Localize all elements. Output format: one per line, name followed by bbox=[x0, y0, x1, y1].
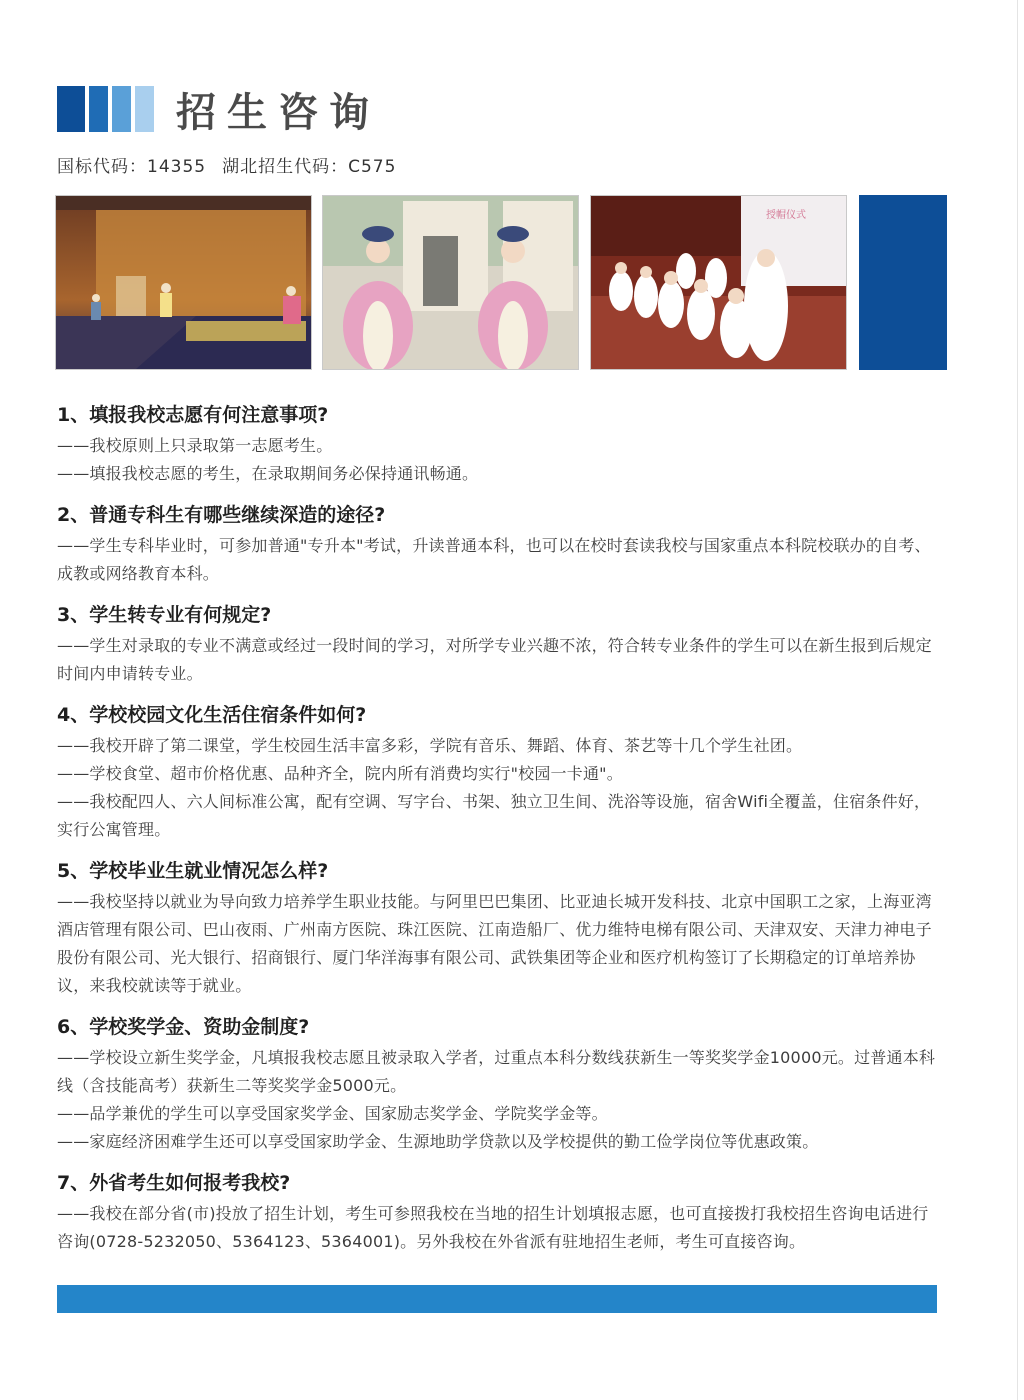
opera-costume-photo bbox=[322, 195, 579, 370]
faq-answer: ——家庭经济困难学生还可以享受国家助学金、生源地助学贷款以及学校提供的勤工俭学岗位等优惠政策。 bbox=[57, 1132, 819, 1151]
accent-block bbox=[859, 195, 947, 370]
photo-strip bbox=[55, 195, 947, 370]
decor-bar-4 bbox=[135, 86, 154, 132]
page-header bbox=[57, 83, 380, 135]
faq-answer: ——我校开辟了第二课堂，学生校园生活丰富多彩，学院有音乐、舞蹈、体育、茶艺等十几个学生社团。 bbox=[57, 736, 803, 755]
faq-item-3 bbox=[57, 602, 942, 688]
faq-answer: ——学生对录取的专业不满意或经过一段时间的学习，对所学专业兴趣不浓，符合转专业条件的学生可以在新生报到后规定时间内申请转专业。 bbox=[57, 636, 932, 683]
faq-answer: ——我校坚持以就业为导向致力培养学生职业技能。与阿里巴巴集团、比亚迪长城开发科技、北京中国职工之家，上海亚湾酒店管理有限公司、巴山夜雨、广州南方医院、珠江医院、江南造船厂、优力维特电梯有限公司、天津双安、天津力神电子股份有限公司、光大银行、招商银行、厦门华洋海事有限公司、武铁集团等企业和医疗机构签订了长期稳定的订单培养协议，来我校就读等于就业。 bbox=[57, 892, 932, 995]
faq-item-1 bbox=[57, 402, 942, 488]
faq-question: 7、外省考生如何报考我校? bbox=[57, 1172, 291, 1194]
footer-bar bbox=[57, 1285, 937, 1313]
decor-bar-2 bbox=[89, 86, 108, 132]
stage-performance-photo bbox=[55, 195, 312, 370]
faq-question: 6、学校奖学金、资助金制度? bbox=[57, 1016, 310, 1038]
faq-item-5 bbox=[57, 858, 942, 1000]
hubei-code: 湖北招生代码：C575 bbox=[222, 157, 397, 177]
title-decoration-bars bbox=[57, 86, 154, 132]
faq-item-4 bbox=[57, 702, 942, 844]
faq-answer: ——品学兼优的学生可以享受国家奖学金、国家励志奖学金、学院奖学金等。 bbox=[57, 1104, 608, 1123]
faq-item-2 bbox=[57, 502, 942, 588]
ceremony-sign-text: 授帽仪式 bbox=[766, 210, 806, 221]
faq-answer: ——我校原则上只录取第一志愿考生。 bbox=[57, 436, 333, 455]
faq-question: 1、填报我校志愿有何注意事项? bbox=[57, 404, 329, 426]
page-title: 招生咨询 bbox=[176, 89, 380, 136]
decor-bar-3 bbox=[112, 86, 131, 132]
faq-answer: ——学校食堂、超市价格优惠、品种齐全，院内所有消费均实行"校园一卡通"。 bbox=[57, 764, 623, 783]
nurse-capping-ceremony-photo bbox=[590, 195, 847, 370]
faq-answer: ——学校设立新生奖学金，凡填报我校志愿且被录取入学者，过重点本科分数线获新生一等奖奖学金10000元。过普通本科线（含技能高考）获新生二等奖奖学金5000元。 bbox=[57, 1048, 936, 1095]
faq-item-6 bbox=[57, 1014, 942, 1156]
admission-codes bbox=[57, 152, 396, 177]
faq-answer: ——学生专科毕业时，可参加普通"专升本"考试，升读普通本科，也可以在校时套读我校与国家重点本科院校联办的自考、成教或网络教育本科。 bbox=[57, 536, 931, 583]
faq-question: 2、普通专科生有哪些继续深造的途径? bbox=[57, 504, 386, 526]
faq-question: 3、学生转专业有何规定? bbox=[57, 604, 272, 626]
faq-item-7 bbox=[57, 1170, 942, 1256]
faq-answer: ——我校在部分省(市)投放了招生计划，考生可参照我校在当地的招生计划填报志愿，也可直接拨打我校招生咨询电话进行咨询(0728-5232050、5364123、5364001)。另外我校在外省派有驻地招生老师，考生可直接咨询。 bbox=[57, 1204, 929, 1251]
page-edge-line bbox=[1017, 0, 1018, 1400]
faq-list bbox=[57, 402, 942, 1270]
faq-answer: ——填报我校志愿的考生，在录取期间务必保持通讯畅通。 bbox=[57, 464, 479, 483]
decor-bar-1 bbox=[57, 86, 85, 132]
faq-question: 5、学校毕业生就业情况怎么样? bbox=[57, 860, 329, 882]
faq-question: 4、学校校园文化生活住宿条件如何? bbox=[57, 704, 367, 726]
faq-answer: ——我校配四人、六人间标准公寓，配有空调、写字台、书架、独立卫生间、洗浴等设施，宿舍Wifi全覆盖，住宿条件好，实行公寓管理。 bbox=[57, 792, 931, 839]
national-code: 国标代码：14355 bbox=[57, 157, 207, 177]
